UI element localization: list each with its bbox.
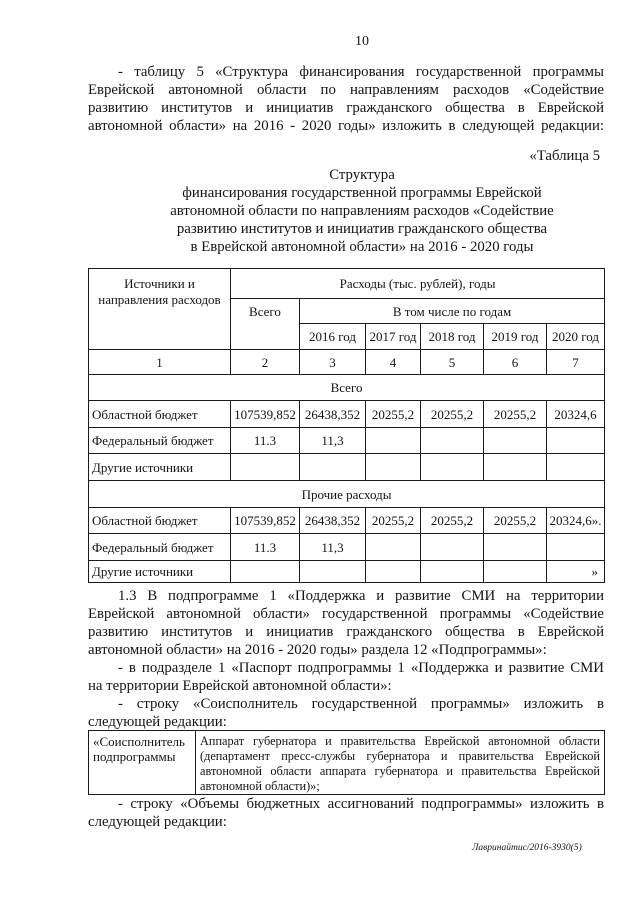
column-number: 6 (484, 350, 547, 375)
amendment-paragraphs (88, 587, 604, 731)
section-row (89, 481, 605, 508)
text-line: - таблицу 5 «Структура финансирования государственной программы (118, 64, 604, 80)
column-number: 5 (421, 350, 484, 375)
label-line: «Соисполнитель (93, 734, 185, 749)
coexecutor-label-cell (89, 731, 196, 795)
table-row (89, 731, 605, 795)
year-header: 2017 год (366, 324, 421, 350)
title-line: финансирования государственной программы Еврейской (182, 185, 542, 201)
financing-structure-table (88, 268, 605, 583)
coexecutor-value-cell (196, 731, 605, 795)
table-cell (484, 428, 547, 454)
text-line: - строку «Объемы бюджетных ассигнований подпрограммы» изложить в (118, 796, 604, 812)
table-row (89, 428, 605, 454)
table-row (89, 401, 605, 428)
table-row (89, 508, 605, 534)
coexecutor-table (88, 730, 605, 795)
row-label: Федеральный бюджет (89, 428, 231, 454)
column-number: 2 (231, 350, 300, 375)
table-cell (366, 561, 421, 583)
table-cell (547, 428, 605, 454)
column-number: 4 (366, 350, 421, 375)
value-line: автономной области аппарата губернатора и правительства Еврейской (200, 764, 600, 778)
table-cell (547, 534, 605, 561)
label-line: подпрограммы (93, 749, 176, 764)
text-line: следующей редакции: (88, 714, 227, 730)
budget-paragraph (88, 795, 604, 831)
row-label: Областной бюджет (89, 401, 231, 428)
table-cell: 20255,2 (366, 508, 421, 534)
text-line: 1.3 В подпрограмме 1 «Поддержка и развитие СМИ на территории (118, 588, 604, 604)
value-line: (департамент пресс-службы губернатора и правительства Еврейской (200, 749, 600, 763)
section-title: Всего (89, 375, 605, 401)
table-cell: 26438,352 (300, 508, 366, 534)
column-number: 1 (89, 350, 231, 375)
title-line: автономной области по направлениям расходов «Содействие (170, 203, 554, 219)
text-line: автономной области» на 2016 - 2020 годы» изложить в следующей редакции: (88, 118, 604, 134)
table-cell: 20324,6 (547, 401, 605, 428)
section-title: Прочие расходы (89, 481, 605, 508)
year-header: 2016 год (300, 324, 366, 350)
table-row (89, 534, 605, 561)
page-number: 10 (355, 34, 369, 49)
table-cell (366, 428, 421, 454)
table-cell: » (547, 561, 605, 583)
table-cell (300, 454, 366, 481)
table-header-row (89, 269, 605, 299)
table-row (89, 561, 605, 583)
value-line: Аппарат губернатора и правительства Еврейской автономной области (200, 734, 600, 748)
table-cell: 107539,852 (231, 508, 300, 534)
table-cell (421, 428, 484, 454)
table-cell: 107539,852 (231, 401, 300, 428)
row-label: Областной бюджет (89, 508, 231, 534)
table-row (89, 454, 605, 481)
table-label: «Таблица 5 (529, 148, 600, 164)
table-cell: 20255,2 (421, 508, 484, 534)
table-cell (366, 534, 421, 561)
table-cell: 11.3 (231, 428, 300, 454)
text-line: - строку «Соисполнитель государственной программы» изложить в (118, 696, 604, 712)
row-label: Другие источники (89, 561, 231, 583)
text-line: развитию институтов и инициатив гражданского общества в Еврейской (88, 624, 604, 640)
intro-paragraph (88, 63, 604, 135)
table-cell (421, 454, 484, 481)
table-cell: 20255,2 (366, 401, 421, 428)
table-header-by-year: В том числе по годам (300, 299, 605, 324)
table-cell (484, 534, 547, 561)
section-row (89, 375, 605, 401)
table-cell (421, 561, 484, 583)
footer-code: Лавринайтис/2016-3930(5) (472, 843, 582, 853)
table-cell: 20255,2 (484, 508, 547, 534)
table-cell (421, 534, 484, 561)
text-line: следующей редакции: (88, 814, 227, 830)
table-cell: 11,3 (300, 534, 366, 561)
table-cell: 11.3 (231, 534, 300, 561)
header-line: направления расходов (98, 292, 221, 307)
row-label: Другие источники (89, 454, 231, 481)
text-line: развитию институтов и инициатив гражданского общества в Еврейской (88, 100, 604, 116)
text-line: Еврейской автономной области по направлениям расходов «Содействие (88, 82, 604, 98)
text-line: автономной области» на 2016 - 2020 годы» раздела 12 «Подпрограммы»: (88, 642, 547, 658)
text-line: - в подразделе 1 «Паспорт подпрограммы 1 «Поддержка и развитие СМИ (118, 660, 604, 676)
table-cell: 11,3 (300, 428, 366, 454)
title-line: развитию институтов и инициатив гражданского общества (176, 221, 548, 237)
table-header-total: Всего (231, 299, 300, 350)
column-number-row (89, 350, 605, 375)
table-cell (231, 454, 300, 481)
year-header: 2019 год (484, 324, 547, 350)
table-header-sources (89, 269, 231, 350)
column-number: 7 (547, 350, 605, 375)
table-cell: 20255,2 (484, 401, 547, 428)
year-header: 2018 год (421, 324, 484, 350)
table-cell: 26438,352 (300, 401, 366, 428)
table-header-expenses: Расходы (тыс. рублей), годы (231, 269, 605, 299)
table-cell (300, 561, 366, 583)
header-line: Источники и (124, 276, 195, 291)
table-cell (231, 561, 300, 583)
table-cell: 20255,2 (421, 401, 484, 428)
table-cell: 20324,6». (547, 508, 605, 534)
value-line: автономной области)»; (200, 779, 320, 793)
title-line: в Еврейской автономной области» на 2016 - 2020 годы (190, 239, 534, 255)
title-line: Структура (329, 167, 395, 183)
text-line: на территории Еврейской автономной области»: (88, 678, 392, 694)
table-cell (484, 561, 547, 583)
row-label: Федеральный бюджет (89, 534, 231, 561)
table-cell (547, 454, 605, 481)
year-header: 2020 год (547, 324, 605, 350)
table-cell (366, 454, 421, 481)
text-line: Еврейской автономной области» государственной программы «Содействие (88, 606, 604, 622)
table-cell (484, 454, 547, 481)
column-number: 3 (300, 350, 366, 375)
table-title (120, 166, 604, 256)
